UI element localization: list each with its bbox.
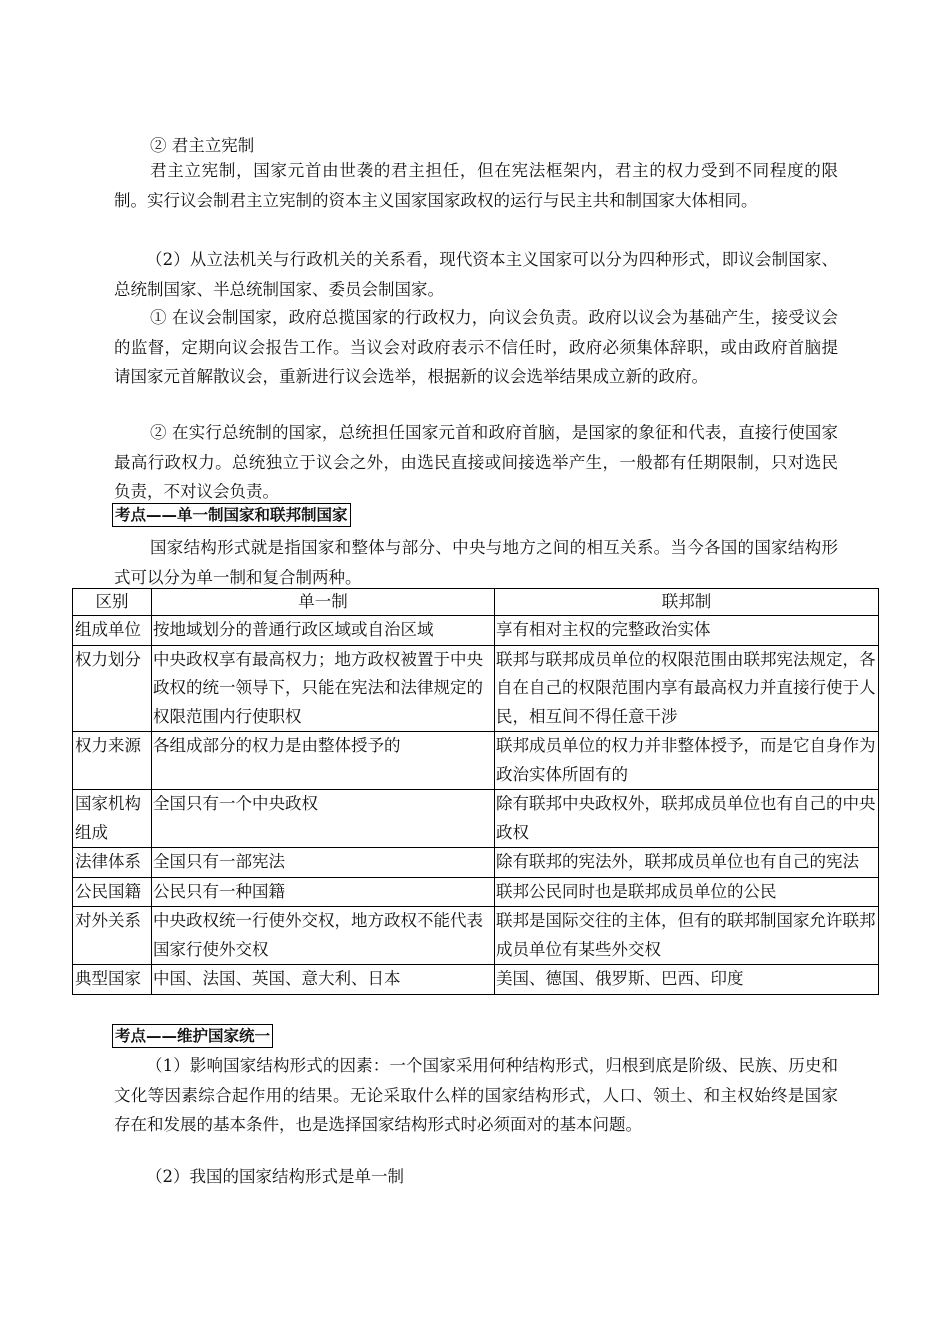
table-row bbox=[73, 790, 879, 848]
federal-cell: 美国、德国、俄罗斯、巴西、印度 bbox=[495, 965, 879, 995]
federal-cell: 除有联邦中央政权外，联邦成员单位也有自己的中央政权 bbox=[495, 790, 879, 848]
unitary-cell: 各组成部分的权力是由整体授予的 bbox=[152, 732, 495, 790]
row-label: 权力来源 bbox=[73, 732, 152, 790]
federal-cell: 除有联邦的宪法外，联邦成员单位也有自己的宪法 bbox=[495, 848, 879, 878]
unitary-cell: 全国只有一个中央政权 bbox=[152, 790, 495, 848]
table-row bbox=[73, 907, 879, 965]
header-unitary: 单一制 bbox=[152, 589, 495, 616]
paragraph-monarchy: 君主立宪制，国家元首由世袭的君主担任，但在宪法框架内，君主的权力受到不同程度的限制。实行议会制君主立宪制的资本主义国家国家政权的运行与民主共和制国家大体相同。 bbox=[114, 161, 838, 210]
row-label: 典型国家 bbox=[73, 965, 152, 995]
federal-cell: 享有相对主权的完整政治实体 bbox=[495, 616, 879, 646]
federal-cell: 联邦公民同时也是联邦成员单位的公民 bbox=[495, 877, 879, 907]
header-federal: 联邦制 bbox=[495, 589, 879, 616]
comparison-table bbox=[72, 588, 879, 995]
table-row bbox=[73, 616, 879, 646]
unitary-cell: 按地域划分的普通行政区域或自治区域 bbox=[152, 616, 495, 646]
paragraph-structure-factors: （1）影响国家结构形式的因素：一个国家采用何种结构形式，归根到底是阶级、民族、历史和文化等因素综合起作用的结果。无论采取什么样的国家结构形式，人口、领土、和主权始终是国家存在和发展的基本条件，也是选择国家结构形式时必须面对的基本问题。 bbox=[114, 1056, 838, 1134]
unitary-cell: 全国只有一部宪法 bbox=[152, 848, 495, 878]
row-label: 法律体系 bbox=[73, 848, 152, 878]
section-heading-unitary-federal: 考点——单一制国家和联邦制国家 bbox=[112, 503, 351, 527]
section-heading-national-unity: 考点——维护国家统一 bbox=[112, 1024, 273, 1048]
paragraph-presidential: ② 在实行总统制的国家，总统担任国家元首和政府首脑，是国家的象征和代表，直接行使国家最高行政权力。总统独立于议会之外，由选民直接或间接选举产生，一般都有任期限制，只对选民负责，不对议会负责。 bbox=[114, 423, 838, 501]
row-label: 对外关系 bbox=[73, 907, 152, 965]
paragraph-china-unitary: （2）我国的国家结构形式是单一制 bbox=[146, 1167, 404, 1186]
federal-cell: 联邦是国际交往的主体，但有的联邦制国家允许联邦成员单位有某些外交权 bbox=[495, 907, 879, 965]
table-row bbox=[73, 645, 879, 732]
unitary-cell: 中央政权统一行使外交权，地方政权不能代表国家行使外交权 bbox=[152, 907, 495, 965]
table-row bbox=[73, 848, 879, 878]
paragraph-structure-intro: 国家结构形式就是指国家和整体与部分、中央与地方之间的相互关系。当今各国的国家结构形式可以分为单一制和复合制两种。 bbox=[114, 538, 838, 587]
table-row bbox=[73, 877, 879, 907]
unitary-cell: 公民只有一种国籍 bbox=[152, 877, 495, 907]
paragraph-four-forms: （2）从立法机关与行政机关的关系看，现代资本主义国家可以分为四种形式，即议会制国家、总统制国家、半总统制国家、委员会制国家。 bbox=[114, 250, 838, 299]
federal-cell: 联邦与联邦成员单位的权限范围由联邦宪法规定，各自在自己的权限范围内享有最高权力并直接行使于人民，相互间不得任意干涉 bbox=[495, 645, 879, 732]
table-row bbox=[73, 732, 879, 790]
header-difference: 区别 bbox=[73, 589, 152, 616]
table-row bbox=[73, 965, 879, 995]
row-label: 组成单位 bbox=[73, 616, 152, 646]
row-label: 国家机构组成 bbox=[73, 790, 152, 848]
unitary-cell: 中国、法国、英国、意大利、日本 bbox=[152, 965, 495, 995]
row-label: 权力划分 bbox=[73, 645, 152, 732]
table-header-row bbox=[73, 589, 879, 616]
federal-cell: 联邦成员单位的权力并非整体授予，而是它自身作为政治实体所固有的 bbox=[495, 732, 879, 790]
row-label: 公民国籍 bbox=[73, 877, 152, 907]
subtitle-constitutional-monarchy: ② 君主立宪制 bbox=[150, 136, 255, 155]
paragraph-parliamentary: ① 在议会制国家，政府总揽国家的行政权力，向议会负责。政府以议会为基础产生，接受议会的监督，定期向议会报告工作。当议会对政府表示不信任时，政府必须集体辞职，或由政府首脑提请国家元首解散议会，重新进行议会选举，根据新的议会选举结果成立新的政府。 bbox=[114, 308, 838, 386]
unitary-cell: 中央政权享有最高权力；地方政权被置于中央政权的统一领导下，只能在宪法和法律规定的权限范围内行使职权 bbox=[152, 645, 495, 732]
